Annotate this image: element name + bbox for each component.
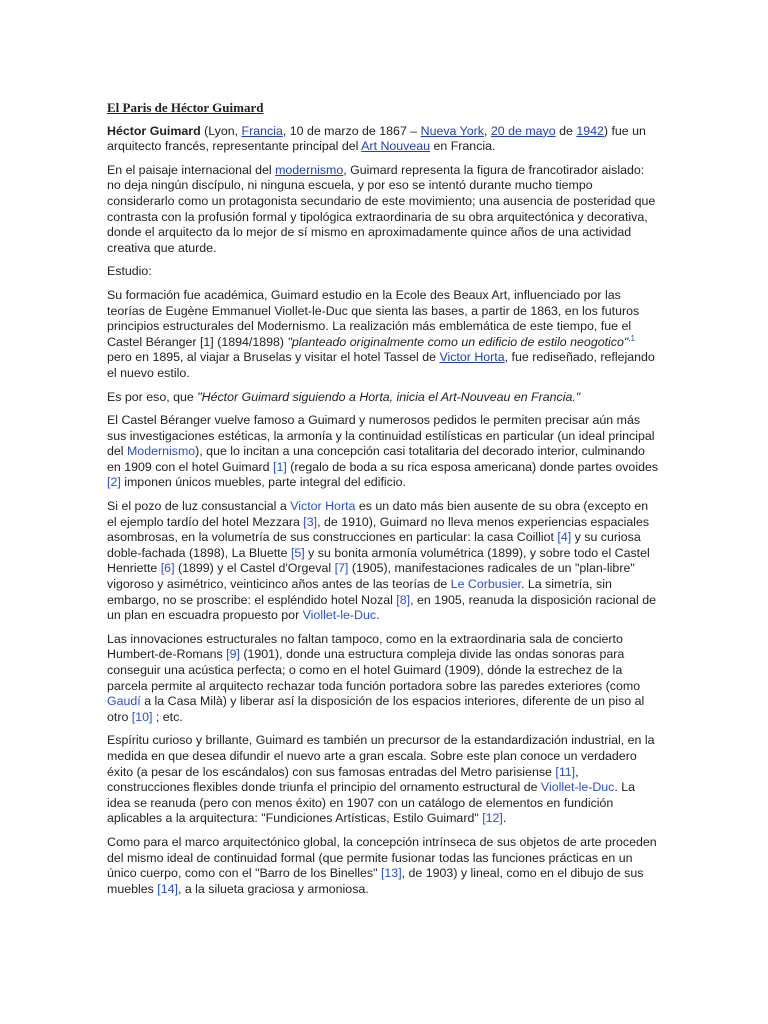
link-victor-horta-2[interactable]: Victor Horta <box>290 499 356 514</box>
paragraph-horta-quote: Es por eso, que "Héctor Guimard siguiendo a Horta, inicia el Art-Nouveau en Francia." <box>107 389 581 404</box>
ref-5[interactable]: [5] <box>290 545 305 560</box>
link-modernismo-2[interactable]: Modernismo <box>126 444 196 459</box>
link-viollet-le-duc-2[interactable]: Viollet-le-Duc <box>540 780 615 795</box>
ref-2[interactable]: [2] <box>107 475 121 490</box>
ref-4[interactable]: [4] <box>557 530 572 545</box>
ref-12[interactable]: [12] <box>482 811 503 826</box>
paragraph-castel-beranger: El Castel Béranger vuelve famoso a Guimard y numerosos pedidos le permiten precisar aún más sus investigaciones estéticas, la armonía y la continuidad estilísticas en particular (un ideal principal del Modernismo), que lo incitan a una concepción casi totalitaria del decorado interior, culminando en 1909 con el hotel Guimard [1] (regalo de boda a su rica esposa americana) donde partes ovoides [2] imponen únicos muebles, parte integral del edificio. <box>107 413 659 490</box>
link-viollet-le-duc[interactable]: Viollet-le-Duc <box>302 608 377 623</box>
link-nueva-york[interactable]: Nueva York <box>420 123 484 138</box>
footnote-1[interactable]: ,1 <box>628 333 635 343</box>
ref-7[interactable]: [7] <box>334 561 349 576</box>
link-modernismo[interactable]: modernismo <box>275 162 344 177</box>
ref-3[interactable]: [3] <box>303 514 318 529</box>
link-20-de-mayo[interactable]: 20 de mayo <box>490 123 556 138</box>
paragraph-formacion: Su formación fue académica, Guimard estudio en la Ecole des Beaux Art, influenciado por las teorías de Eugène Emmanuel Viollet-le-Duc que sienta las bases, a partir de 1863, en los futuros principios estructurales del Modernismo. La realización más emblemática de este tiempo, fue el Castel Béranger [1] (1894/1898) "planteado originalmente como un edificio de estilo neogotico"$^{,1}$ pero en 1895, al viajar a Bruselas y visitar el hotel Tassel de Victor Horta, fue rediseñado, reflejando el nuevo estilo. <box>107 287 655 380</box>
ref-6[interactable]: [6] <box>160 561 175 576</box>
link-le-corbusier[interactable]: Le Corbusier <box>450 577 521 592</box>
ref-9[interactable]: [9] <box>226 647 240 662</box>
ref-8[interactable]: [8] <box>396 592 411 607</box>
link-victor-horta[interactable]: Victor Horta <box>439 350 505 365</box>
paragraph-objetos-de-arte: Como para el marco arquitectónico global, la concepción intrínseca de sus objetos de arte proceden del mismo ideal de continuidad formal (que permite fusionar todas las funciones prácticas en un único cuerpo, como con el "Barro de los Binelles" [13], de 1903) y lineal, como en el dibujo de sus muebles [14], a la silueta graciosa y armoniosa. <box>107 834 657 896</box>
paragraph-estudio-heading: Estudio: <box>107 264 152 279</box>
quote-neogotico: "planteado originalmente como un edificio de estilo neogotico" <box>287 334 629 349</box>
paragraph-estandardizacion: Espíritu curioso y brillante, Guimard es también un precursor de la estandardización industrial, en la medida en que desea difundir el nuevo arte a gran escala. Sobre este plan conoce un verdadero éxito (a pesar de los escándalos) con sus famosas entradas del Metro parisiense [11], construcciones flexibles donde triunfa el principio del ornamento estructural de Viollet-le-Duc. La idea se reanuda (pero con menos éxito) en 1907 con un catálogo de elementos en fundición aplicables a la arquitectura: "Fundiciones Artísticas, Estilo Guimard" [12]. <box>107 733 655 826</box>
ref-11[interactable]: [11] <box>555 764 576 779</box>
link-1942[interactable]: 1942 <box>576 123 604 138</box>
link-art-nouveau[interactable]: Art Nouveau <box>361 139 431 154</box>
paragraph-innovaciones: Las innovaciones estructurales no faltan tampoco, como en la extraordinaria sala de concierto Humbert-de-Romans [9] (1901), donde una estructura compleja divide las ondas sonoras para conseguir una acústica perfecta; o como en el hotel Guimard (1909), dónde la estrechez de la parcela permite al arquitecto rechazar toda función portadora sobre las paredes exteriores (como Gaudí a la Casa Milà) y liberar así la disposición de los espacios interiores, diferente de un piso al otro [10] ; etc. <box>107 631 645 724</box>
ref-1[interactable]: [1] <box>273 459 287 474</box>
ref-13[interactable]: [13] <box>380 866 402 881</box>
paragraph-modernismo: En el paisaje internacional del modernismo, Guimard representa la figura de francotirador aislado: no deja ningún discípulo, ni ninguna escuela, y por eso se intentó durante mucho tiempo considerarlo como un protagonista secundario de este movimiento; una ausencia de posteridad que contrasta con la profusión formal y tipológica extraordinaria de su obra arquitectónica y decorativa, donde el arquitecto da lo mejor de sí mismo en aproximadamente quince años de una actividad creativa que aturde. <box>107 162 656 255</box>
page-title: El Paris de Héctor Guimard <box>107 100 264 115</box>
subject-name: Héctor Guimard <box>107 123 201 138</box>
link-gaudi[interactable]: Gaudí <box>107 694 141 709</box>
quote-art-nouveau: "Héctor Guimard siguiendo a Horta, inicia el Art-Nouveau en Francia." <box>197 389 581 404</box>
document-body <box>107 100 659 905</box>
link-francia[interactable]: Francia <box>241 123 283 138</box>
ref-14[interactable]: [14] <box>157 881 178 896</box>
ref-10[interactable]: [10] <box>131 709 153 724</box>
paragraph-intro: Héctor Guimard (Lyon, Francia, 10 de marzo de 1867 – Nueva York, 20 de mayo de 1942) fue un arquitecto francés, representante principal del Art Nouveau en Francia. <box>107 123 646 154</box>
paragraph-pozo-de-luz: Si el pozo de luz consustancial a Victor Horta es un dato más bien ausente de su obra (excepto en el ejemplo tardío del hotel Mezzara [3], de 1910), Guimard no lleva menos experiencias espaciales asombrosas, en la volumetría de sus construcciones en particular: la casa Coilliot [4] y su curiosa doble-fachada (1898), La Bluette [5] y su bonita armonía volumétrica (1899), y sobre todo el Castel Henriette [6] (1899) y el Castel d'Orgeval [7] (1905), manifestaciones radicales de un "plan-libre" vigoroso y asimétrico, veinticinco años antes de las teorías de Le Corbusier. La simetría, sin embargo, no se proscribe: el espléndido hotel Nozal [8], en 1905, reanuda la disposición racional de un plan en escuadra propuesto por Viollet-le-Duc. <box>107 499 656 623</box>
